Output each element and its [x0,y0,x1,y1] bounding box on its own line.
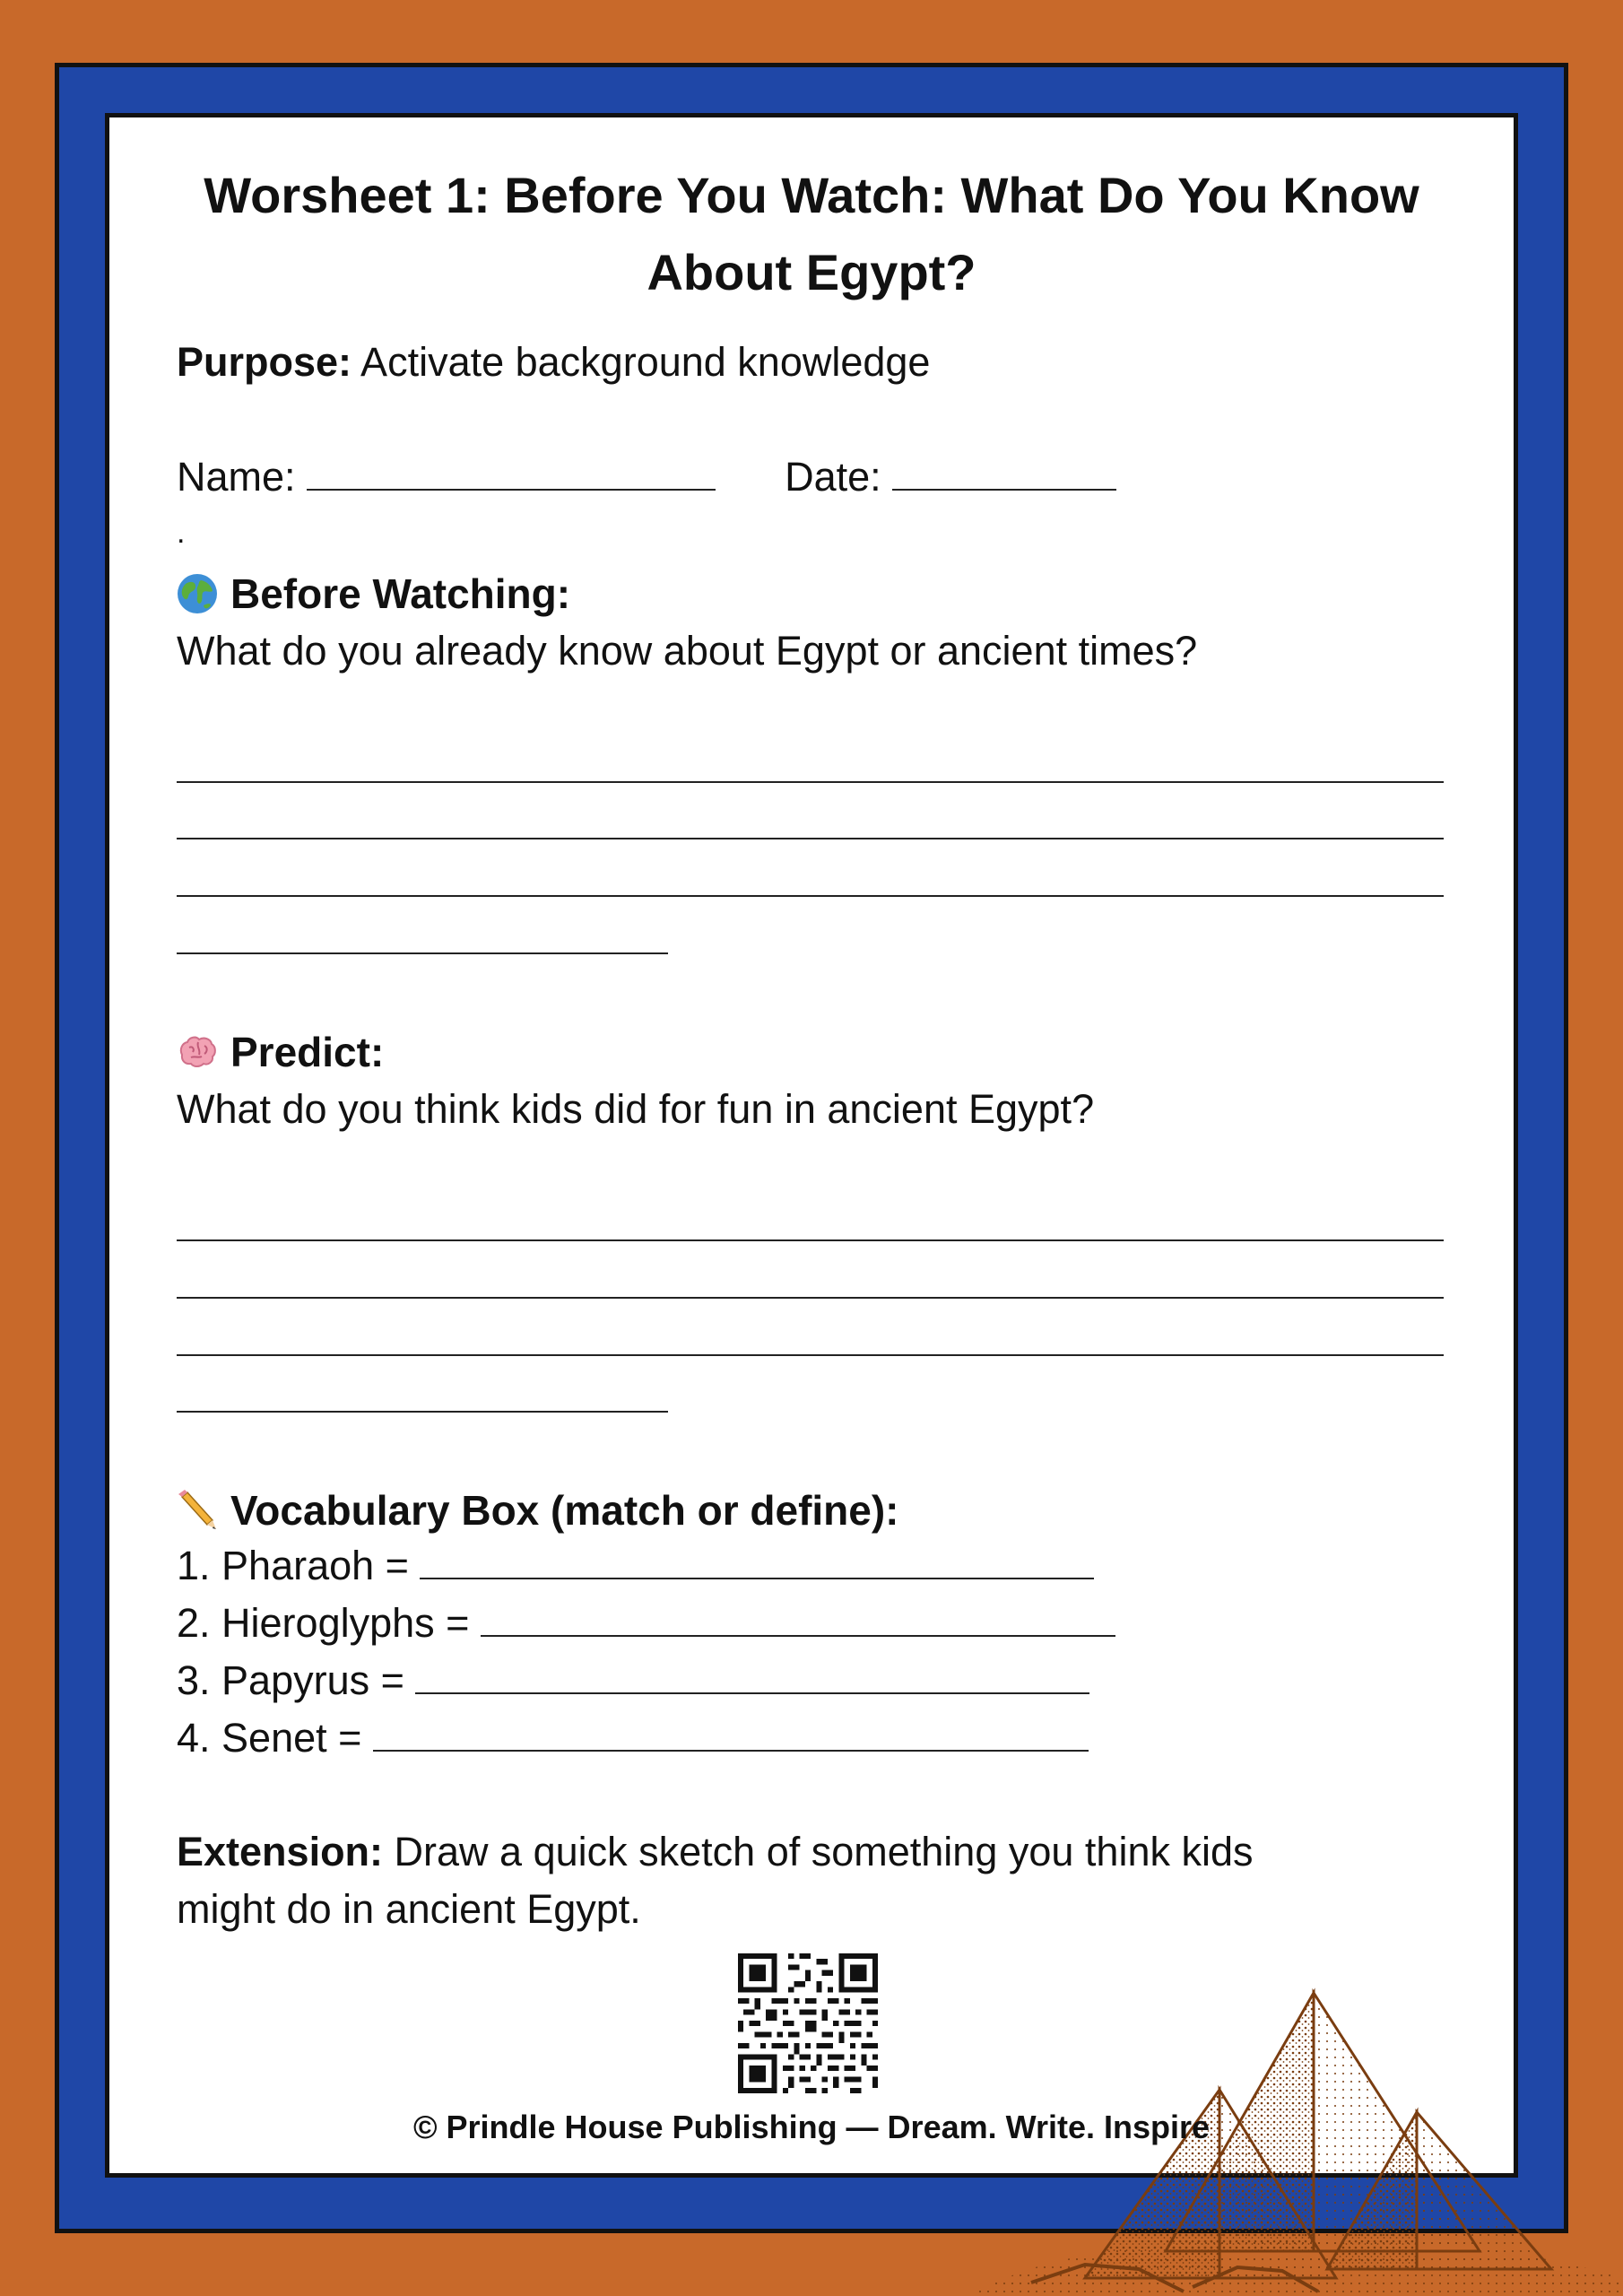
answer-line[interactable] [177,952,668,954]
date-field[interactable] [892,457,1116,491]
before-watching-heading-row [177,567,570,621]
extension-label: Extension: [177,1829,384,1874]
answer-line[interactable] [177,1354,1444,1356]
vocabulary-heading-row [177,1483,899,1537]
vocab-term: 3. Papyrus = [177,1657,404,1703]
vocab-answer-field[interactable] [373,1718,1089,1752]
purpose-line [177,335,930,389]
answer-line[interactable] [177,1239,1444,1241]
extension-text: Draw a quick sketch of something you think kids [383,1829,1254,1874]
answer-line[interactable] [177,895,1444,897]
vocab-answer-field[interactable] [415,1660,1089,1694]
vocabulary-heading: Vocabulary Box (match or define): [230,1487,899,1534]
globe-icon [177,573,218,614]
qr-code[interactable] [738,1953,878,2093]
vocab-item [177,1596,1115,1650]
before-watching-heading: Before Watching: [230,570,571,617]
before-watching-question: What do you already know about Egypt or ancient times? [177,628,1198,674]
extension-line-2: might do in ancient Egypt. [177,1886,641,1932]
name-date-line [177,450,1116,504]
answer-line[interactable] [177,1411,668,1413]
dot-mark: . [177,516,186,550]
purpose-text: Activate background knowledge [352,339,931,385]
answer-line[interactable] [177,1297,1444,1299]
vocab-answer-field[interactable] [420,1545,1094,1579]
footer-copyright: © Prindle House Publishing — Dream. Write. Inspire [412,2109,1211,2145]
answer-line[interactable] [177,781,1444,783]
vocab-term: 4. Senet = [177,1715,362,1761]
name-field[interactable] [307,457,716,491]
vocab-term: 2. Hieroglyphs = [177,1600,470,1646]
purpose-label: Purpose: [177,339,352,385]
page-title: Worsheet 1: Before You Watch: What Do You Know About Egypt? [204,167,1419,300]
vocab-item [177,1711,1089,1765]
brain-icon [177,1031,218,1073]
vocab-answer-field[interactable] [481,1603,1115,1637]
vocab-item [177,1654,1089,1708]
name-label: Name: [177,454,296,500]
date-label: Date: [785,454,881,500]
vocab-item [177,1539,1094,1593]
predict-question: What do you think kids did for fun in ancient Egypt? [177,1086,1095,1132]
answer-line[interactable] [177,838,1444,839]
predict-heading-row [177,1025,384,1079]
vocab-term: 1. Pharaoh = [177,1543,409,1588]
extension-line-1 [177,1825,1254,1879]
pencil-icon [177,1490,218,1531]
predict-heading: Predict: [230,1029,385,1075]
